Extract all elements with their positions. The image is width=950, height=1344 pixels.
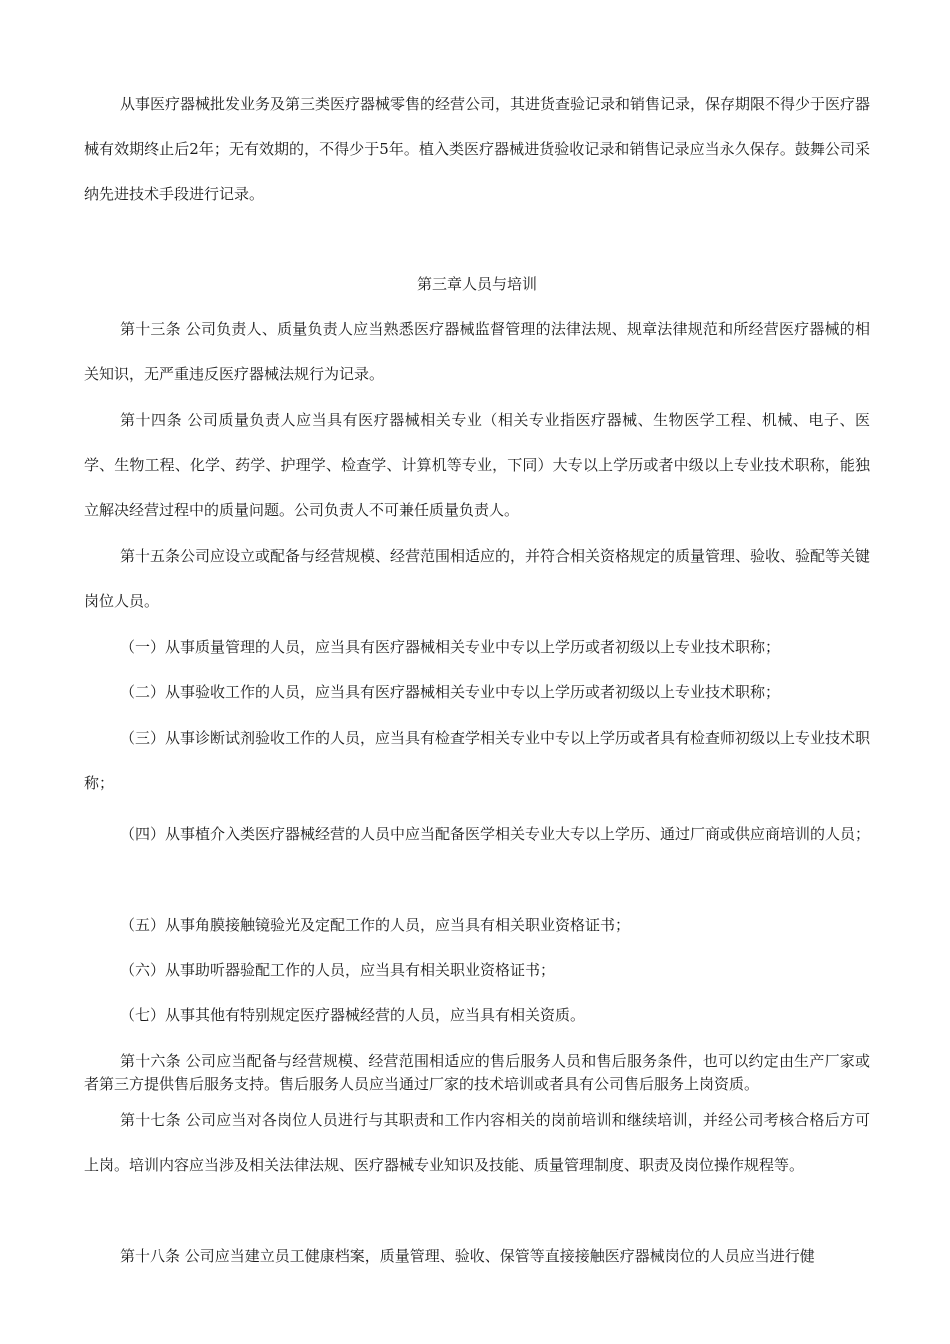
article-15-item-7: （七）从事其他有特别规定医疗器械经营的人员，应当具有相关资质。: [120, 1006, 586, 1024]
chapter-title: 第三章人员与培训: [416, 275, 537, 293]
article-15-item-5: （五）从事角膜接触镜验光及定配工作的人员，应当具有相关职业资格证书；: [120, 916, 631, 934]
article-15-item-2: （二）从事验收工作的人员，应当具有医疗器械相关专业中专以上学历或者初级以上专业技术职称；: [120, 683, 781, 701]
article-15-item-4: （四）从事植介入类医疗器械经营的人员中应当配备医学相关专业大专以上学历、通过厂商或供应商培训的人员；: [120, 825, 871, 843]
article-15: 第十五条公司应设立或配备与经营规模、经营范围相适应的，并符合相关资格规定的质量管理、验收、验配等关键岗位人员。: [84, 547, 871, 610]
paragraph-records-retention: 从事医疗器械批发业务及第三类医疗器械零售的经营公司，其进货查验记录和销售记录，保存期限不得少于医疗器械有效期终止后2年；无有效期的，不得少于5年。植入类医疗器械进货验收记录和销售记录应当永久保存。鼓舞公司采纳先进技术手段进行记录。: [84, 95, 871, 203]
article-14: 第十四条 公司质量负责人应当具有医疗器械相关专业（相关专业指医疗器械、生物医学工程、机械、电子、医学、生物工程、化学、药学、护理学、检查学、计算机等专业，下同）大专以上学历或者中级以上专业技术职称，能独立解决经营过程中的质量问题。公司负责人不可兼任质量负责人。: [84, 411, 870, 519]
article-18: 第十八条 公司应当建立员工健康档案，质量管理、验收、保管等直接接触医疗器械岗位的人员应当进行健: [120, 1247, 815, 1265]
article-15-item-3: （三）从事诊断试剂验收工作的人员，应当具有检查学相关专业中专以上学历或者具有检查师初级以上专业技术职称；: [84, 729, 871, 792]
article-15-item-1: （一）从事质量管理的人员，应当具有医疗器械相关专业中专以上学历或者初级以上专业技术职称；: [120, 638, 781, 656]
article-16: 第十六条 公司应当配备与经营规模、经营范围相适应的售后服务人员和售后服务条件，也可以约定由生产厂家或者第三方提供售后服务支持。售后服务人员应当通过厂家的技术培训或者具有公司售后服务上岗资质。: [84, 1052, 870, 1093]
article-17: 第十七条 公司应当对各岗位人员进行与其职责和工作内容相关的岗前培训和继续培训，并经公司考核合格后方可上岗。培训内容应当涉及相关法律法规、医疗器械专业知识及技能、质量管理制度、职责及岗位操作规程等。: [84, 1111, 870, 1174]
article-13: 第十三条 公司负责人、质量负责人应当熟悉医疗器械监督管理的法律法规、规章法律规范和所经营医疗器械的相关知识，无严重违反医疗器械法规行为记录。: [84, 320, 870, 383]
article-15-item-6: （六）从事助听器验配工作的人员，应当具有相关职业资格证书；: [120, 961, 556, 979]
